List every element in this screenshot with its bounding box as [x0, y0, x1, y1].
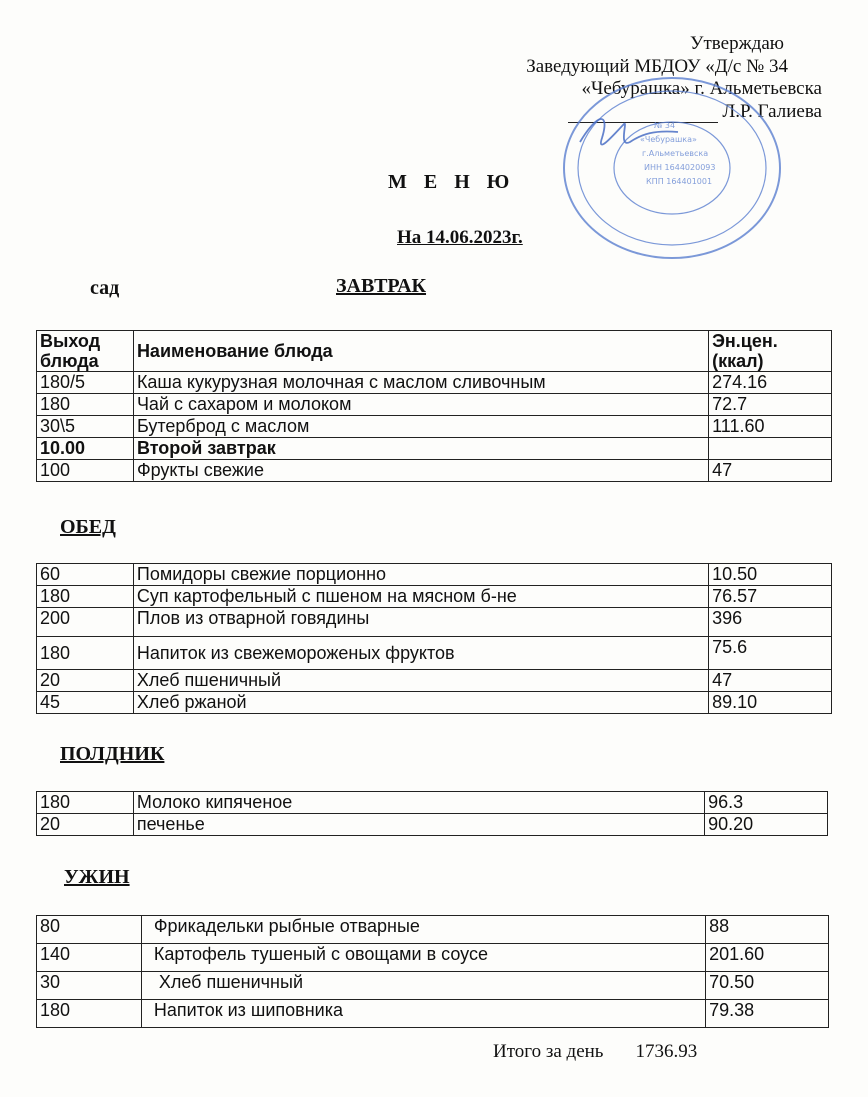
official-seal-stamp	[558, 72, 786, 264]
table-row	[37, 586, 832, 608]
approver-name: Л.Р. Галиева	[722, 100, 822, 122]
lunch-table	[36, 563, 832, 714]
yield-cell: 45	[37, 692, 134, 714]
dish-cell: Картофель тушеный с овощами в соусе	[141, 944, 705, 972]
snack-heading: ПОЛДНИК	[60, 743, 165, 765]
header-yield: Выход блюда	[37, 331, 134, 372]
approval-line-approved: Утверждаю	[690, 33, 784, 54]
table-row	[37, 608, 832, 637]
dish-cell: Напиток из шиповника	[141, 1000, 705, 1028]
energy-cell: 47	[709, 670, 832, 692]
energy-cell: 79.38	[706, 1000, 829, 1028]
time-cell: 10.00	[37, 438, 134, 460]
yield-cell: 30	[37, 972, 142, 1000]
energy-cell: 201.60	[706, 944, 829, 972]
table-row	[37, 394, 832, 416]
snack-table	[36, 791, 828, 836]
energy-cell: 90.20	[705, 814, 828, 836]
dinner-heading: УЖИН	[64, 866, 130, 888]
energy-cell: 76.57	[709, 586, 832, 608]
energy-cell: 10.50	[709, 564, 832, 586]
svg-text:№ 34: № 34	[654, 121, 676, 130]
table-row	[37, 416, 832, 438]
table-row	[37, 916, 829, 944]
dish-cell: Чай с сахаром и молоком	[133, 394, 708, 416]
table-row	[37, 1000, 829, 1028]
dish-cell: Фрикадельки рыбные отварные	[141, 916, 705, 944]
yield-cell: 140	[37, 944, 142, 972]
daily-total-value: 1736.93	[635, 1041, 698, 1062]
yield-cell: 180	[37, 792, 134, 814]
yield-cell: 30\5	[37, 416, 134, 438]
yield-cell: 60	[37, 564, 134, 586]
dish-cell: Плов из отварной говядины	[133, 608, 708, 637]
approval-line-institution: «Чебурашка» г. Альметьевска	[581, 78, 822, 99]
dish-cell: Второй завтрак	[133, 438, 708, 460]
table-row	[37, 564, 832, 586]
svg-text:г.Альметьевска: г.Альметьевска	[642, 149, 709, 158]
energy-cell: 396	[709, 608, 832, 637]
yield-cell: 180	[37, 394, 134, 416]
dish-cell: Суп картофельный с пшеном на мясном б-не	[133, 586, 708, 608]
energy-cell: 70.50	[706, 972, 829, 1000]
dish-cell: печенье	[133, 814, 704, 836]
yield-cell: 20	[37, 814, 134, 836]
dish-cell: Фрукты свежие	[133, 460, 708, 482]
page-title: М Е Н Ю	[388, 171, 516, 193]
energy-cell: 274.16	[709, 372, 832, 394]
group-label: сад	[90, 277, 120, 299]
dinner-table	[36, 915, 829, 1028]
yield-cell: 180	[37, 1000, 142, 1028]
lunch-heading: ОБЕД	[60, 516, 116, 538]
yield-cell: 80	[37, 916, 142, 944]
menu-date: На 14.06.2023г.	[397, 227, 523, 248]
header-energy: Эн.цен. (ккал)	[709, 331, 832, 372]
yield-cell: 180/5	[37, 372, 134, 394]
second-breakfast-row	[37, 438, 832, 460]
breakfast-heading: ЗАВТРАК	[336, 275, 427, 297]
table-row	[37, 460, 832, 482]
energy-cell: 111.60	[709, 416, 832, 438]
yield-cell: 200	[37, 608, 134, 637]
table-header-row	[37, 331, 832, 372]
energy-cell: 72.7	[709, 394, 832, 416]
yield-cell: 20	[37, 670, 134, 692]
table-row	[37, 372, 832, 394]
table-row	[37, 670, 832, 692]
svg-text:«Чебурашка»: «Чебурашка»	[640, 135, 697, 144]
dish-cell: Каша кукурузная молочная с маслом сливочным	[133, 372, 708, 394]
yield-cell: 180	[37, 586, 134, 608]
table-row	[37, 972, 829, 1000]
energy-cell: 96.3	[705, 792, 828, 814]
approval-line-position: Заведующий МБДОУ «Д/с № 34	[526, 55, 788, 77]
dish-cell: Помидоры свежие порционно	[133, 564, 708, 586]
daily-total-label: Итого за день	[493, 1041, 604, 1062]
table-row	[37, 692, 832, 714]
dish-cell: Хлеб пшеничный	[141, 972, 705, 1000]
energy-cell: 88	[706, 916, 829, 944]
table-row	[37, 814, 828, 836]
energy-cell: 75.6	[709, 637, 832, 670]
dish-cell: Бутерброд с маслом	[133, 416, 708, 438]
svg-text:ИНН 1644020093: ИНН 1644020093	[644, 163, 716, 172]
daily-total	[493, 1041, 697, 1063]
yield-cell: 180	[37, 637, 134, 670]
dish-cell: Молоко кипяченое	[133, 792, 704, 814]
dish-cell: Хлеб ржаной	[133, 692, 708, 714]
table-row	[37, 792, 828, 814]
energy-cell: 89.10	[709, 692, 832, 714]
energy-cell	[709, 438, 832, 460]
dish-cell: Хлеб пшеничный	[133, 670, 708, 692]
table-row	[37, 944, 829, 972]
yield-cell: 100	[37, 460, 134, 482]
energy-cell: 47	[709, 460, 832, 482]
breakfast-table	[36, 330, 832, 482]
svg-text:КПП 164401001: КПП 164401001	[646, 177, 713, 186]
dish-cell: Напиток из свежемороженых фруктов	[133, 637, 708, 670]
header-dish-name: Наименование блюда	[133, 331, 708, 372]
table-row	[37, 637, 832, 670]
